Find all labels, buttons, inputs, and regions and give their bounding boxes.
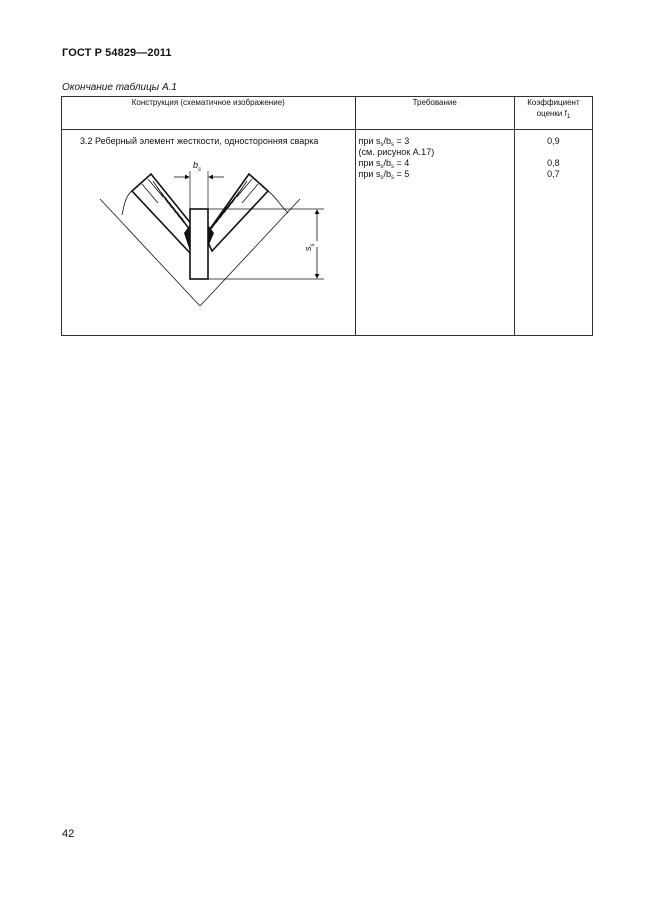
rib-weld-diagram	[62, 151, 352, 321]
construction-cell	[62, 130, 356, 336]
requirement-cell	[355, 130, 514, 336]
column-header-requirement: Требование	[355, 97, 514, 130]
requirement-line: при $s_s/b_s = 4$	[358, 158, 410, 170]
column-header-construction: Конструкция (схематичное изображение)	[62, 97, 356, 130]
construction-description: 3.2 Реберный элемент жесткости, односторонняя сварка	[80, 136, 319, 146]
requirement-line: при $s_s/b_s = 3$	[358, 136, 410, 148]
svg-text:ss	[303, 244, 316, 252]
coefficient-header-sub: 1	[566, 114, 571, 120]
rib-element	[190, 209, 208, 279]
table-header-row	[62, 97, 593, 130]
criteria-table	[61, 96, 593, 336]
right-plate	[205, 174, 288, 251]
standard-code-header: ГОСТ Р 54829—2011	[62, 47, 172, 59]
coefficient-header-line2: оценки f	[536, 109, 567, 118]
width-label-sub: s	[198, 167, 202, 173]
column-header-coefficient	[514, 97, 592, 130]
table-caption: Окончание таблицы А.1	[62, 82, 177, 93]
coefficient-cell	[514, 130, 592, 336]
width-dimension	[174, 160, 224, 209]
coefficient-value: 0,7	[547, 169, 560, 179]
requirement-list	[356, 130, 514, 180]
requirement-line: при $s_s/b_s = 5$	[358, 169, 410, 181]
table-row	[62, 130, 593, 336]
coefficient-value: 0,8	[547, 158, 560, 168]
coefficient-list	[515, 130, 592, 180]
width-label: b	[193, 160, 199, 170]
coefficient-value: 0,9	[547, 136, 560, 146]
requirement-note: (см. рисунок А.17)	[358, 147, 435, 157]
height-label: s	[303, 246, 313, 251]
svg-text:bs	[193, 160, 201, 173]
height-label-sub: s	[310, 243, 316, 247]
coefficient-header-line1: Коэффициент	[527, 98, 580, 107]
page-number: 42	[62, 828, 75, 840]
guide-line-right	[200, 199, 300, 306]
